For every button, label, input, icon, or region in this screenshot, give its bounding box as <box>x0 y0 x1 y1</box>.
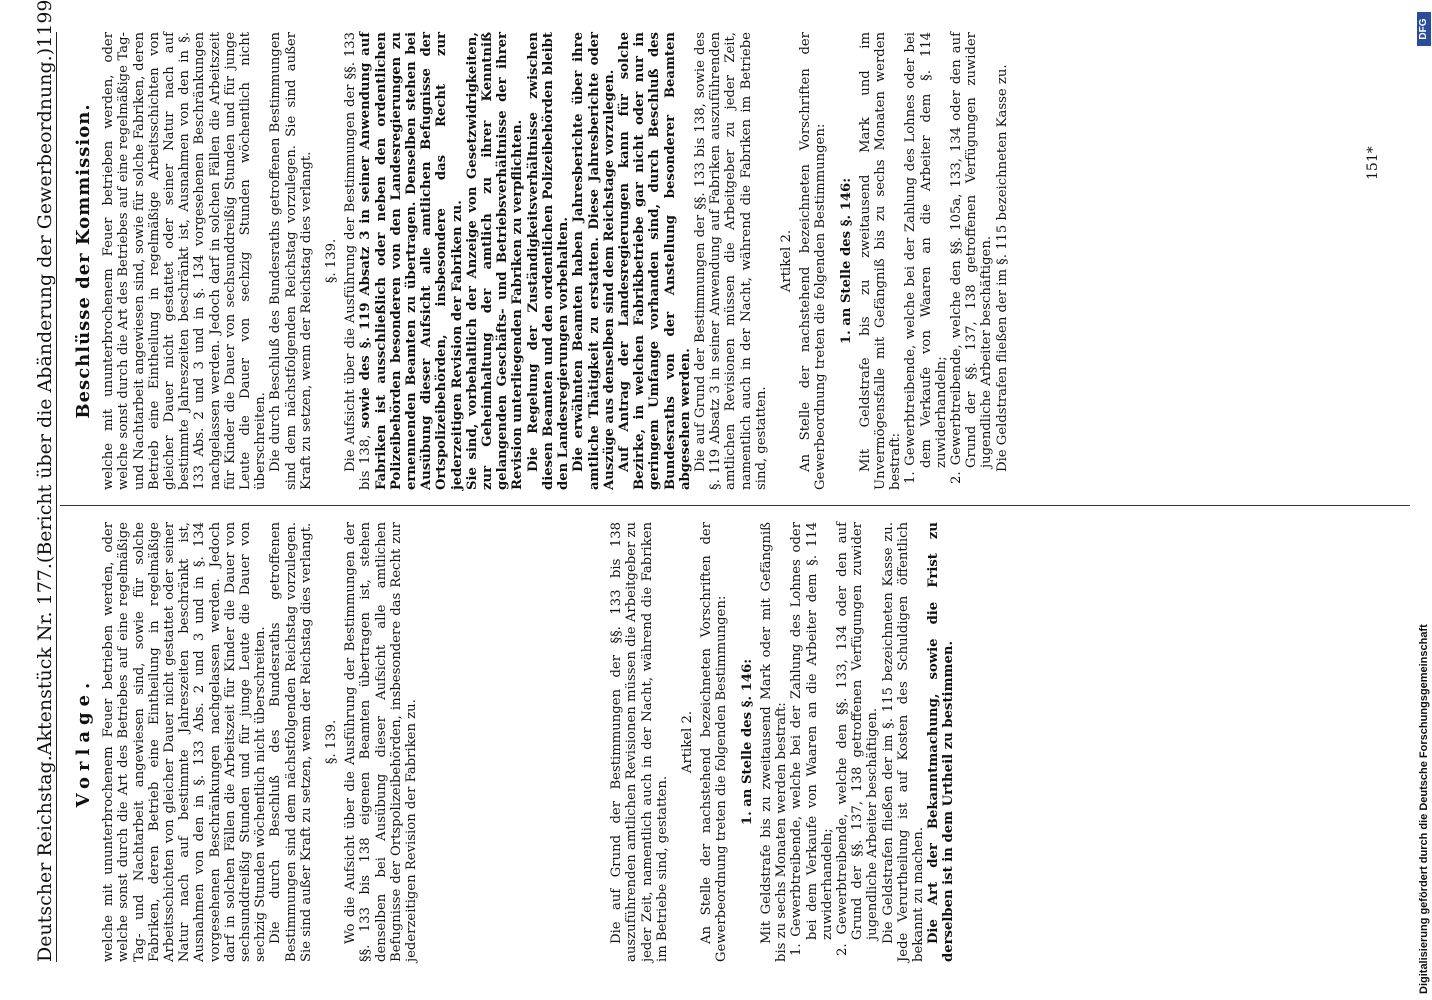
header-reichstag: Deutscher Reichstag. <box>34 755 56 962</box>
paragraph: Die auf Grund der Bestimmungen der §§. 133 bis 138 auszuführenden amtlichen Revisionen müssen die Arbeitgeber zu jeder Zeit, namentlich auch in der Nacht, während die Fabriken im Betriebe sind, gestatten. <box>609 522 670 962</box>
paragraph: An Stelle der nachstehend bezeichneten Vorschriften der Gewerbeordnung treten die folgenden Bestimmungen: <box>798 32 829 490</box>
dfg-sidebar <box>1416 6 1432 994</box>
paragraph: Die erwähnten Beamten haben Jahresberichte über ihre amtliche Thätigkeit zu erstatten. Diese Jahresberichte oder Auszüge aus denselben sind dem Reichstage vorzulegen. <box>571 32 617 490</box>
paragraph: welche mit ununterbrochenem Feuer betrieben werden, oder welche sonst durch die Art des Betriebes auf eine regelmäßige Tag- und Nachtarbeit angewiesen sind, sowie für solche Fabriken, deren Betrieb eine Eintheilung in regelmäßige Arbeitsschichten von gleicher Dauer nicht gestattet oder seiner Natur nach auf bestimmte Jahreszeiten beschränkt ist, Ausnahmen von den in §. 133 Abs. 2 und 3 und in §. 134 vorgesehenen Beschränkungen nachgelassen werden. Jedoch darf in solchen Fällen die Arbeitszeit für Kinder die Dauer von sechsunddreißig Stunden und für junge Leute die Dauer von sechzig Stunden wöchentlich nicht überschreiten. <box>101 522 269 962</box>
paragraph: Die Regelung der Zuständigkeitsverhältnisse zwischen diesen Beamten und den ordentlichen Polizeibehörden bleibt den Landesregierungen vorbehalten. <box>525 32 572 490</box>
page-number: 1199 <box>34 0 56 48</box>
page-header <box>22 0 57 962</box>
section-heading: §. 139. <box>324 238 340 284</box>
paragraph: Sie sind, vorbehaltlich der Anzeige von Gesetzwidrigkeiten, zur Geheimhaltung der amtlich zu ihrer Kenntniß gelangenden Geschäfts- und Betriebsverhältnisse der ihrer Revision unterliegenden Fabriken zu verpflichten. <box>464 32 526 490</box>
column-kommission <box>70 32 1010 490</box>
paragraph: Die Art der Bekanntmachung, sowie die Frist zu derselben ist in dem Urtheil zu bestimmen. <box>926 522 957 962</box>
article-heading: Artikel 2. <box>778 229 794 293</box>
paragraph-text: Die Aufsicht über die Ausführung der Bestimmungen der §§. 133 bis 138, <box>343 32 374 490</box>
column-vorlage <box>70 522 957 962</box>
paragraph: Auf Antrag der Landesregierungen kann für solche Bezirke, in welchen Fabrikbetriebe gar nicht oder nur in geringem Umfange vorhanden sind, durch Beschluß des Bundesraths von der Anstellung besonderer Beamten abgesehen werden. <box>616 32 693 490</box>
section-heading: 1. an Stelle des §. 146: <box>838 177 854 345</box>
article-heading: Artikel 2. <box>680 710 696 774</box>
dfg-credit: Digitalisierung gefördert durch die Deutsche Forschungsgemeinschaft <box>1418 624 1430 994</box>
column-divider <box>60 505 1410 506</box>
header-aktenstueck: Aktenstück Nr. 177. <box>34 563 56 756</box>
list-item: 2. Gewerbtreibende, welche den §§. 105a, 133, 134 oder den auf Grund der §§. 137, 138 getroffenen Verfügungen zuwider jugendliche Arbeiter beschäftigen. <box>948 32 995 484</box>
column-title-kommission: Beschlüsse der Kommission. <box>73 103 94 419</box>
dfg-logo <box>1417 12 1431 46</box>
paragraph: Die durch Beschluß des Bundesraths getroffenen Bestimmungen sind dem nächstfolgenden Reichstag vorzulegen. Sie sind außer Kraft zu setzen, wenn der Reichstag dies verlangt. <box>268 32 314 490</box>
paragraph: welche mit ununterbrochenem Feuer betrieben werden, oder welche sonst durch die Art des Betriebes auf eine regelmäßige Tag- und Nachtarbeit angewiesen sind, sowie für solche Fabriken, deren Betrieb eine Eintheilung in regelmäßige Arbeitsschichten von gleicher Dauer nicht gestattet oder seiner Natur nach auf bestimmte Jahreszeiten beschränkt ist, Ausnahmen von den in §. 133 Abs. 2 und 3 und in §. 134 vorgesehenen Beschränkungen nachgelassen werden. Jedoch darf in solchen Fällen die Arbeitszeit für Kinder die Dauer von sechsunddreißig Stunden und für junge Leute die Dauer von sechzig Stunden wöchentlich nicht überschreiten. <box>101 32 269 490</box>
paragraph: Die Geldstrafen fließen der im §. 115 bezeichneten Kasse zu. Jede Verurtheilung ist auf Kosten des Schuldigen öffentlich bekannt zu machen. <box>880 522 926 962</box>
paragraph: An Stelle der nachstehend bezeichneten Vorschriften der Gewerbeordnung treten die folgenden Bestimmungen: <box>699 522 730 962</box>
paragraph: Die auf Grund der Bestimmungen der §§. 133 bis 138, sowie des §. 119 Absatz 3 in seiner Anwendung auf Fabriken auszuführenden amtlichen Revisionen müssen die Arbeitgeber zu jeder Zeit, namentlich auch in der Nacht, während die Fabriken im Betriebe sind, gestatten. <box>692 32 769 490</box>
paragraph-bold: sowie des §. 119 Absatz 3 in seiner Anwendung auf Fabriken ist ausschließlich oder neben den ordentlichen Polizeibehörden besonderen von den Landesregierungen zu ernennenden Beamten zu übertragen. Denselben stehen bei Ausübung dieser Aufsicht alle amtlichen Befugnisse der Ortspolizeibehörden, insbesondere das Recht zur jederzeitigen Revision der Fabriken zu. <box>358 32 465 490</box>
column-title-vorlage: Vorlage. <box>73 676 94 808</box>
paragraph: Mit Geldstrafe bis zu zweitausend Mark oder mit Gefängniß bis zu sechs Monaten werden bestraft: <box>758 522 790 962</box>
signature-mark: 151* <box>1365 146 1381 180</box>
list-item: 1. Gewerbtreibende, welche bei der Zahlung des Lohnes oder bei dem Verkaufe von Waaren an die Arbeiter dem §. 114 zuwiderhandeln; <box>903 32 949 484</box>
paragraph: Wo die Aufsicht über die Ausführung der Bestimmungen der §§. 133 bis 138 eigenen Beamten übertragen ist, stehen denselben bei Ausübung dieser Aufsicht alle amtlichen Befugnisse der Ortspolizeibehörden, insbesondere das Recht zur jederzeitigen Revision der Fabriken zu. <box>343 522 420 962</box>
dfg-logo-text: DFG <box>1418 18 1429 40</box>
section-heading: 1. an Stelle des §. 146: <box>739 658 755 826</box>
header-subject: (Bericht über die Abänderung der Gewerbeordnung.) <box>34 47 56 564</box>
section-heading: §. 139. <box>324 719 340 765</box>
paragraph: Die Geldstrafen fließen der im §. 115 bezeichneten Kasse zu. <box>994 64 1010 472</box>
list-item: 2. Gewerbtreibende, welche den §§. 133, 134 oder den auf Grund der §§. 137, 138 getroffenen Verfügungen zuwider jugendliche Arbeiter beschäftigen. <box>834 522 881 956</box>
paragraph: Die durch Beschluß des Bundesraths getroffenen Bestimmungen sind dem nächstfolgenden Reichstag vorzulegen. Sie sind außer Kraft zu setzen, wenn der Reichstag dies verlangt. <box>268 522 314 962</box>
paragraph: Mit Geldstrafe bis zu zweitausend Mark und im Unvermögensfalle mit Gefängniß bis zu sechs Monaten werden bestraft: <box>857 32 904 490</box>
list-item: 1. Gewerbtreibende, welche bei der Zahlung des Lohnes oder bei dem Verkaufe von Waaren an die Arbeiter dem §. 114 zuwiderhandeln; <box>789 522 835 956</box>
